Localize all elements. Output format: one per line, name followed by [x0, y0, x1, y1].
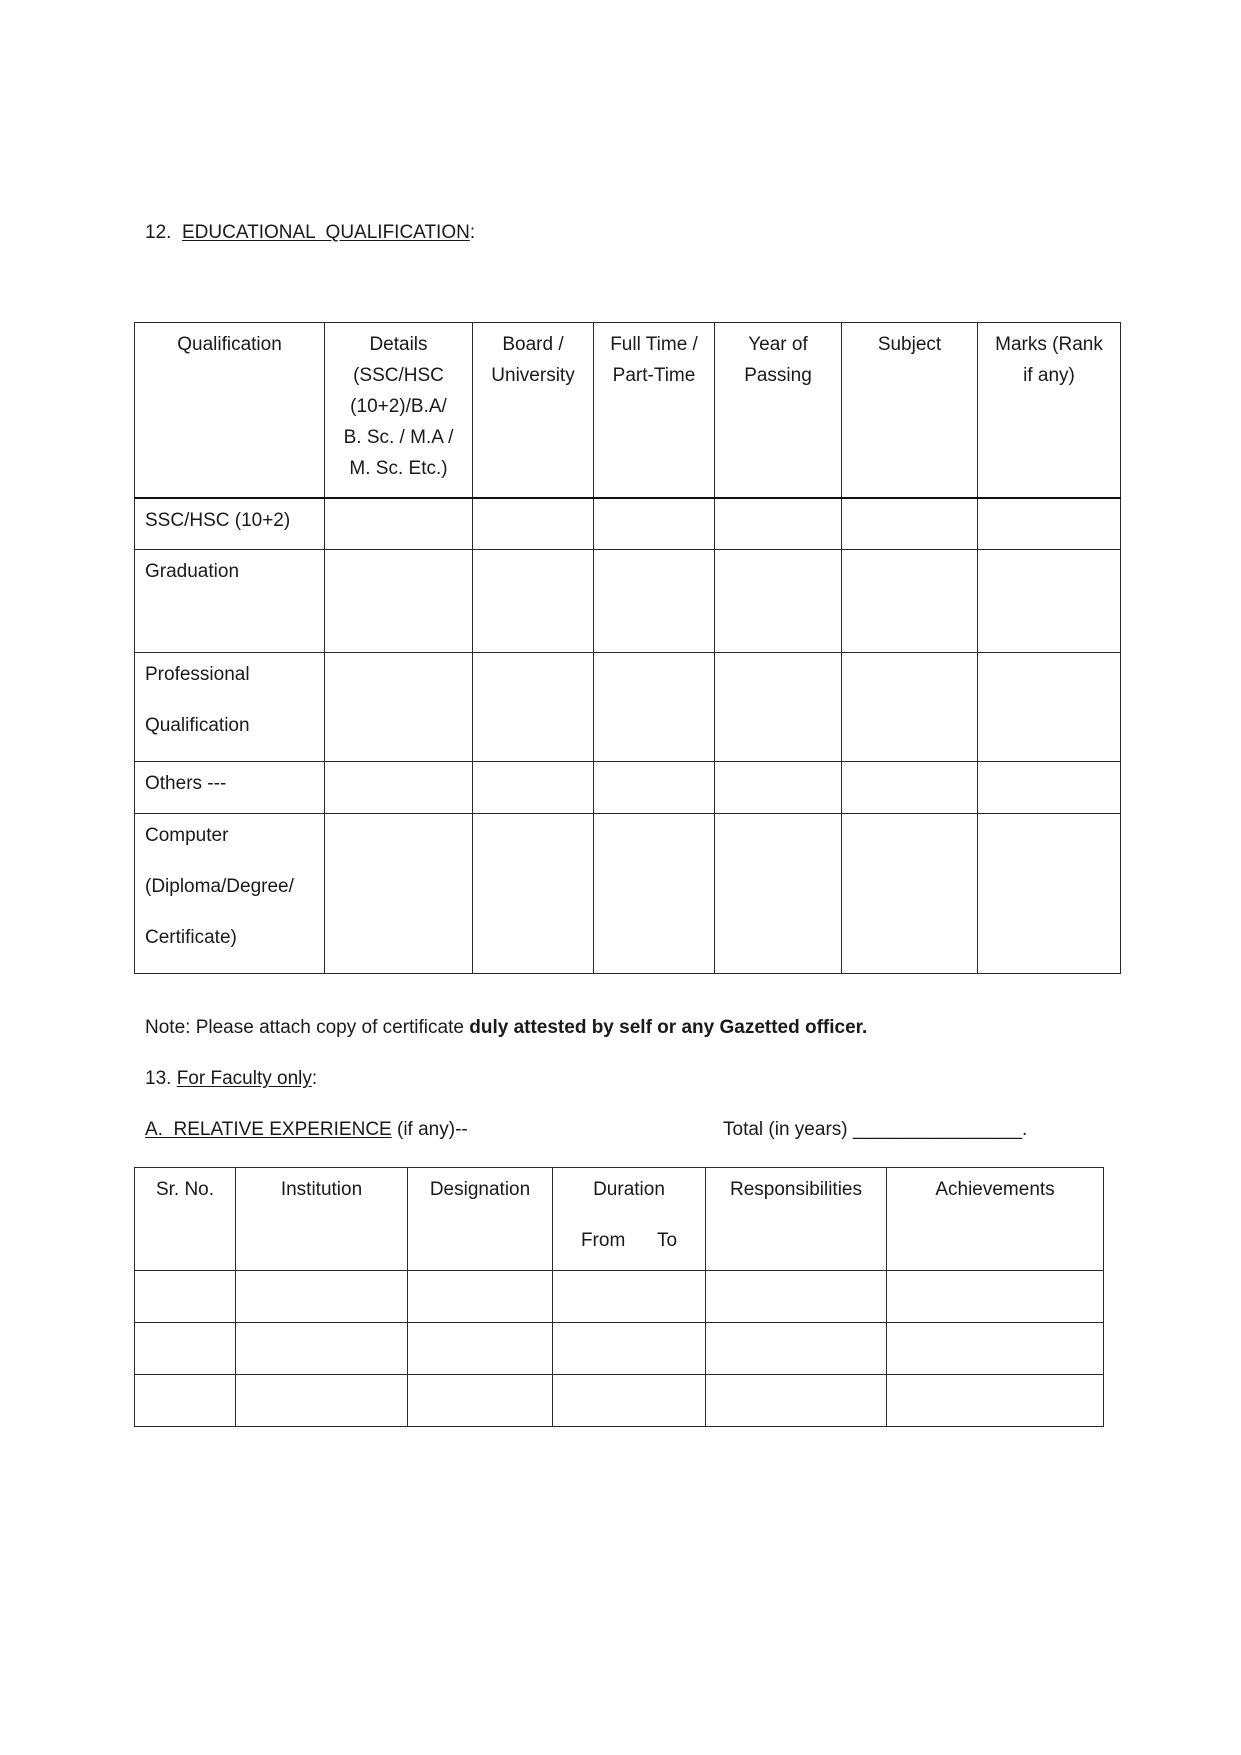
edu-input-cell[interactable]	[978, 762, 1121, 814]
section-12-title: EDUCATIONAL QUALIFICATION	[181, 222, 470, 243]
header-duration	[553, 1168, 706, 1271]
section-12-colon: :	[469, 222, 476, 243]
section-13-heading	[145, 1067, 317, 1090]
educational-qualification-table	[134, 322, 1121, 974]
exp-input-cell[interactable]	[887, 1271, 1104, 1323]
exp-input-cell[interactable]	[706, 1271, 887, 1323]
edu-table-row	[135, 550, 1121, 653]
row-label	[135, 550, 325, 653]
edu-input-cell[interactable]	[325, 550, 473, 653]
relative-experience-table	[134, 1167, 1104, 1427]
edu-input-cell[interactable]	[473, 498, 594, 550]
header-line: Board /	[502, 334, 564, 355]
header-full-part-time	[594, 323, 715, 498]
exp-table-row	[135, 1271, 1104, 1323]
header-marks	[978, 323, 1121, 498]
duration-to: To	[656, 1230, 678, 1251]
header-subject	[842, 323, 978, 498]
header-line: M. Sc. Etc.)	[349, 458, 448, 479]
header-line: (SSC/HSC	[353, 365, 444, 386]
row-label	[135, 762, 325, 814]
edu-input-cell[interactable]	[325, 762, 473, 814]
edu-input-cell[interactable]	[473, 653, 594, 762]
edu-input-cell[interactable]	[715, 653, 842, 762]
header-line: University	[491, 365, 575, 386]
exp-input-cell[interactable]	[135, 1271, 236, 1323]
header-board-university	[473, 323, 594, 498]
exp-input-cell[interactable]	[135, 1323, 236, 1375]
header-line: Subject	[877, 334, 942, 355]
row-label-line: Computer	[145, 825, 229, 846]
header-sr-no: Sr. No.	[135, 1168, 236, 1271]
edu-input-cell[interactable]	[978, 498, 1121, 550]
header-line: Year of	[748, 334, 808, 355]
edu-input-cell[interactable]	[842, 762, 978, 814]
edu-input-cell[interactable]	[473, 814, 594, 974]
edu-input-cell[interactable]	[715, 814, 842, 974]
exp-input-cell[interactable]	[408, 1375, 553, 1427]
exp-input-cell[interactable]	[887, 1375, 1104, 1427]
edu-table-row	[135, 814, 1121, 974]
header-line: (10+2)/B.A/	[350, 396, 447, 417]
row-label	[135, 814, 325, 974]
edu-input-cell[interactable]	[978, 814, 1121, 974]
edu-input-cell[interactable]	[842, 814, 978, 974]
exp-table-row	[135, 1375, 1104, 1427]
attestation-note	[145, 1016, 867, 1039]
section-13-title: For Faculty only	[176, 1068, 312, 1089]
header-line: B. Sc. / M.A /	[343, 427, 454, 448]
edu-input-cell[interactable]	[594, 653, 715, 762]
total-years-blank[interactable]: ________________	[852, 1119, 1022, 1140]
relative-experience-heading	[145, 1118, 468, 1141]
edu-input-cell[interactable]	[842, 498, 978, 550]
row-label-line: Others ---	[145, 773, 227, 794]
exp-input-cell[interactable]	[408, 1323, 553, 1375]
header-details	[325, 323, 473, 498]
row-label	[135, 498, 325, 550]
row-label-line: (Diploma/Degree/	[145, 876, 294, 897]
edu-input-cell[interactable]	[978, 550, 1121, 653]
edu-input-cell[interactable]	[325, 498, 473, 550]
edu-input-cell[interactable]	[842, 653, 978, 762]
header-line: Passing	[744, 365, 812, 386]
exp-input-cell[interactable]	[706, 1375, 887, 1427]
edu-input-cell[interactable]	[978, 653, 1121, 762]
edu-input-cell[interactable]	[594, 550, 715, 653]
exp-input-cell[interactable]	[553, 1271, 706, 1323]
exp-input-cell[interactable]	[236, 1375, 408, 1427]
exp-input-cell[interactable]	[236, 1323, 408, 1375]
header-achievements: Achievements	[887, 1168, 1104, 1271]
edu-input-cell[interactable]	[842, 550, 978, 653]
exp-input-cell[interactable]	[236, 1271, 408, 1323]
section-12-number: 12.	[145, 222, 172, 243]
row-label-line: Qualification	[145, 715, 250, 736]
relative-experience-suffix: (if any)--	[391, 1119, 468, 1140]
exp-input-cell[interactable]	[135, 1375, 236, 1427]
edu-input-cell[interactable]	[473, 550, 594, 653]
edu-input-cell[interactable]	[594, 498, 715, 550]
edu-input-cell[interactable]	[325, 653, 473, 762]
total-years-end: .	[1021, 1119, 1028, 1140]
header-line: Marks (Rank	[995, 334, 1103, 355]
exp-input-cell[interactable]	[408, 1271, 553, 1323]
exp-table-header-row	[135, 1168, 1104, 1271]
exp-input-cell[interactable]	[553, 1323, 706, 1375]
duration-label: Duration	[593, 1179, 665, 1200]
row-label-line: Certificate)	[145, 927, 237, 948]
header-responsibilities: Responsibilities	[706, 1168, 887, 1271]
edu-input-cell[interactable]	[594, 814, 715, 974]
edu-input-cell[interactable]	[594, 762, 715, 814]
edu-table-header-row	[135, 323, 1121, 498]
row-label-line: Graduation	[145, 561, 240, 582]
exp-input-cell[interactable]	[706, 1323, 887, 1375]
header-line: Full Time /	[610, 334, 698, 355]
header-line: Qualification	[177, 334, 282, 355]
edu-input-cell[interactable]	[325, 814, 473, 974]
header-institution: Institution	[236, 1168, 408, 1271]
total-years-field	[723, 1118, 1027, 1141]
note-text: Note: Please attach copy of certificate	[145, 1017, 470, 1038]
total-years-label: Total (in years)	[723, 1119, 853, 1140]
row-label	[135, 653, 325, 762]
edu-table-row	[135, 498, 1121, 550]
header-line: Part-Time	[612, 365, 696, 386]
exp-table-row	[135, 1323, 1104, 1375]
section-13-colon: :	[311, 1068, 318, 1089]
edu-input-cell[interactable]	[715, 550, 842, 653]
row-label-line: SSC/HSC (10+2)	[145, 509, 291, 531]
note-bold-text: duly attested by self or any Gazetted officer.	[469, 1017, 868, 1038]
edu-input-cell[interactable]	[715, 762, 842, 814]
edu-input-cell[interactable]	[715, 498, 842, 550]
exp-input-cell[interactable]	[553, 1375, 706, 1427]
section-13-number: 13.	[145, 1068, 177, 1089]
section-12-heading	[145, 221, 475, 244]
duration-from: From	[580, 1230, 626, 1251]
header-line: Details	[369, 334, 428, 355]
header-qualification	[135, 323, 325, 498]
edu-table-row	[135, 653, 1121, 762]
duration-subheader	[553, 1225, 705, 1256]
header-year-of-passing	[715, 323, 842, 498]
relative-experience-title: A. RELATIVE EXPERIENCE	[145, 1119, 392, 1140]
edu-input-cell[interactable]	[473, 762, 594, 814]
edu-table-row	[135, 762, 1121, 814]
header-line: if any)	[1023, 365, 1075, 386]
header-designation: Designation	[408, 1168, 553, 1271]
row-label-line: Professional	[145, 664, 250, 685]
exp-input-cell[interactable]	[887, 1323, 1104, 1375]
